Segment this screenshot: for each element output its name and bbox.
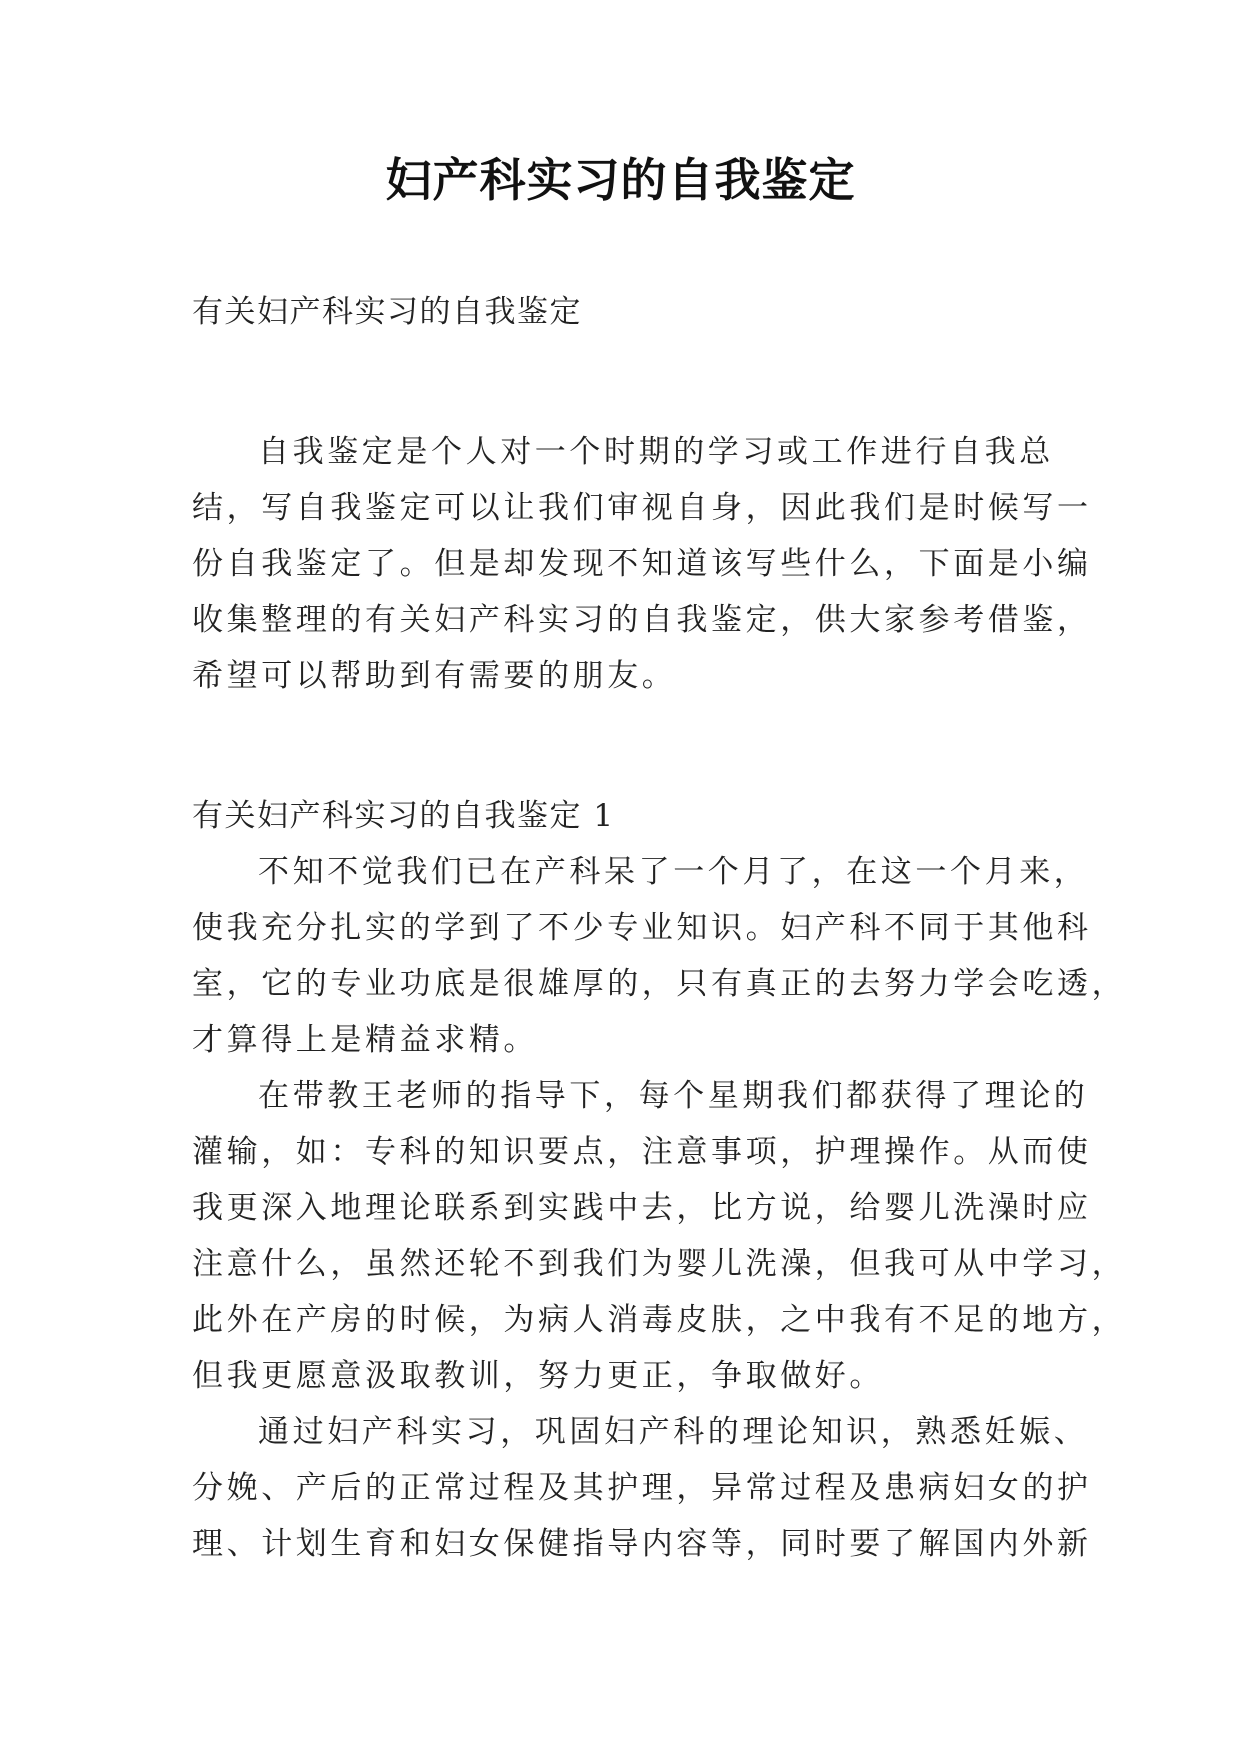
intro-paragraph xyxy=(192,424,1092,704)
paragraph-line: 注意什么，虽然还轮不到我们为婴儿洗澡，但我可从中学习， xyxy=(192,1246,1127,1282)
paragraph-2 xyxy=(192,1068,1127,1404)
paragraph-line: 分娩、产后的正常过程及其护理，异常过程及患病妇女的护 xyxy=(192,1470,1092,1506)
paragraph-line: 室，它的专业功底是很雄厚的，只有真正的去努力学会吃透， xyxy=(192,966,1127,1002)
paragraph-line: 灌输，如：专科的知识要点，注意事项，护理操作。从而使 xyxy=(192,1134,1092,1170)
paragraph-line: 结，写自我鉴定可以让我们审视自身，因此我们是时候写一 xyxy=(192,490,1092,526)
paragraph-1 xyxy=(192,844,1127,1068)
paragraph-line: 使我充分扎实的学到了不少专业知识。妇产科不同于其他科 xyxy=(192,910,1092,946)
document-title: 妇产科实习的自我鉴定 xyxy=(385,153,856,207)
spacer xyxy=(192,704,1050,788)
paragraph-line: 才算得上是精益求精。 xyxy=(192,1022,538,1058)
spacer xyxy=(192,340,1050,424)
paragraph-line: 份自我鉴定了。但是却发现不知道该写些什么，下面是小编 xyxy=(192,546,1092,582)
paragraph-line: 自我鉴定是个人对一个时期的学习或工作进行自我总 xyxy=(258,434,1054,470)
paragraph-line: 在带教王老师的指导下，每个星期我们都获得了理论的 xyxy=(258,1078,1089,1114)
paragraph-line: 通过妇产科实习，巩固妇产科的理论知识，熟悉妊娠、 xyxy=(258,1414,1089,1450)
paragraph-line: 我更深入地理论联系到实践中去，比方说，给婴儿洗澡时应 xyxy=(192,1190,1092,1226)
paragraph-line: 不知不觉我们已在产科呆了一个月了，在这一个月来， xyxy=(258,854,1089,890)
paragraph-line: 此外在产房的时候，为病人消毒皮肤，之中我有不足的地方， xyxy=(192,1302,1127,1338)
paragraph-line: 希望可以帮助到有需要的朋友。 xyxy=(192,658,677,694)
section-heading: 有关妇产科实习的自我鉴定 1 xyxy=(192,798,615,834)
subtitle: 有关妇产科实习的自我鉴定 xyxy=(192,294,582,330)
paragraph-line: 但我更愿意汲取教训，努力更正，争取做好。 xyxy=(192,1358,884,1394)
paragraph-line: 理、计划生育和妇女保健指导内容等，同时要了解国内外新 xyxy=(192,1526,1092,1562)
document-body xyxy=(192,284,1127,1572)
paragraph-line: 收集整理的有关妇产科实习的自我鉴定，供大家参考借鉴， xyxy=(192,602,1092,638)
paragraph-3 xyxy=(192,1404,1092,1572)
